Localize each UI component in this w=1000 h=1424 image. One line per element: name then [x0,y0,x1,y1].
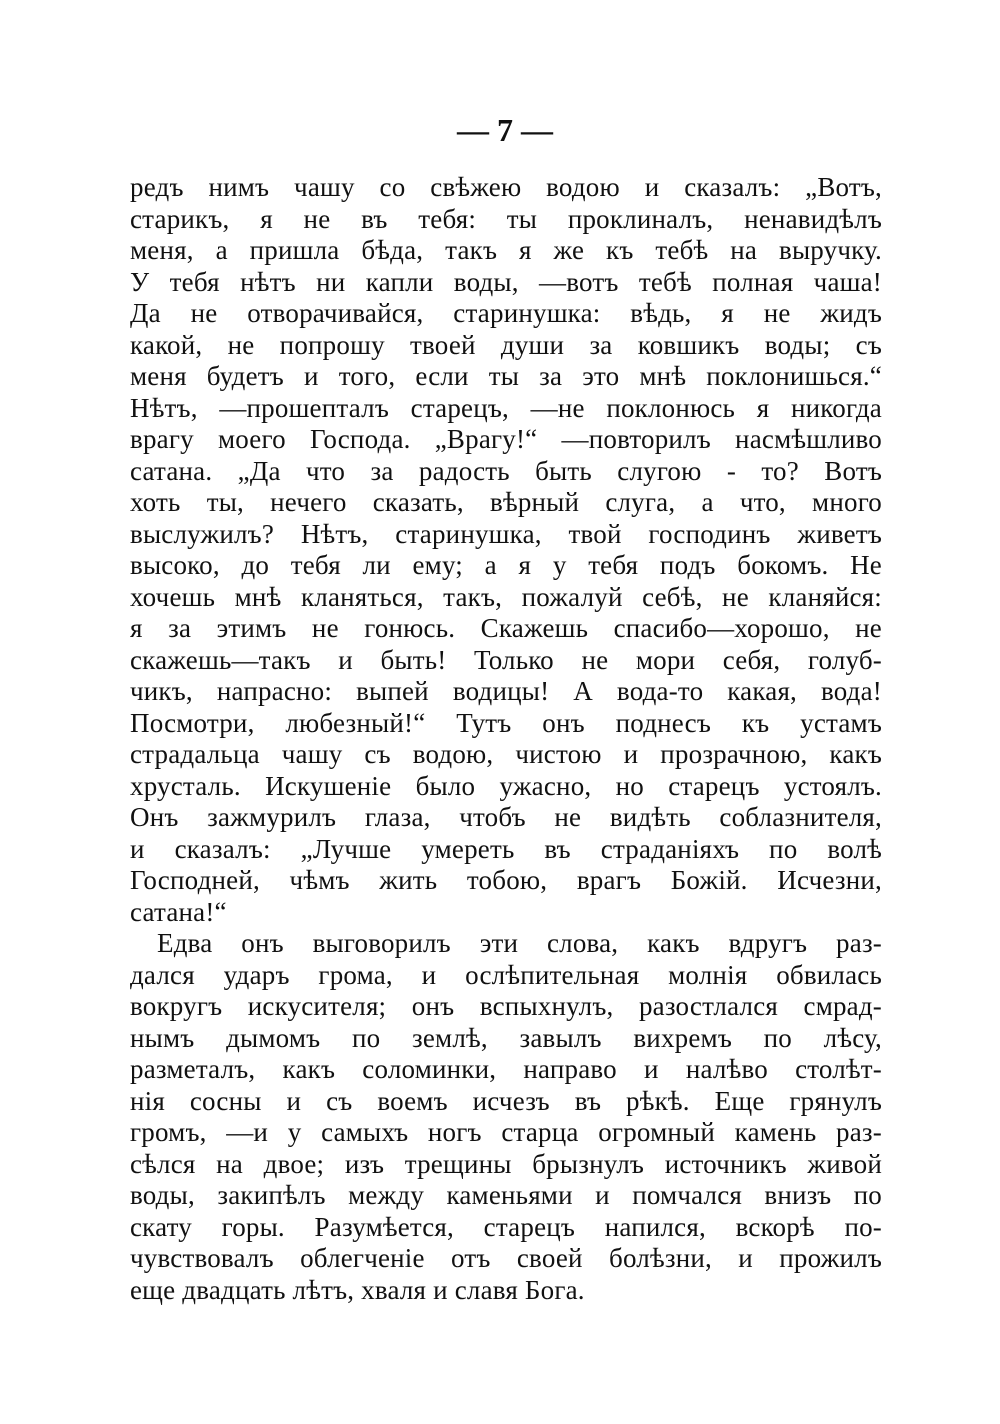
text-line: меня, а пришла бѣда, такъ я же къ тебѣ на выручку. [130,235,882,265]
text-line: скату горы. Разумѣется, старецъ напился, вскорѣ по- [130,1211,882,1242]
text-line: сатана!“ [130,896,227,927]
text-line: вокругъ искусителя; онъ вспыхнулъ, разостлался смрад- [130,991,882,1021]
text-line: чикъ, напрасно: выпей водицы! А вода-то какая, вода! [130,676,882,706]
text-line: дался ударъ грома, и ослѣпительная молнія обвилась [130,959,882,990]
body-text [130,172,882,1306]
text-line: У тебя нѣтъ ни капли воды, —вотъ тебѣ полная чаша! [130,266,882,297]
text-line: меня будетъ и того, если ты за это мнѣ поклонишься.“ [130,361,882,391]
paragraph [130,172,882,928]
text-line: хочешь мнѣ кланяться, такъ, пожалуй себѣ, не кланяйся: [130,581,882,612]
text-line: редъ нимъ чашу со свѣжею водою и сказалъ: „Вотъ, [130,172,882,202]
page-number: — 7 — [457,112,553,148]
text-line: врагу моего Господа. „Врагу!“ —повторилъ насмѣшливо [130,424,882,454]
text-line: Посмотри, любезный!“ Тутъ онъ поднесъ къ устамъ [130,707,882,738]
text-line: нымъ дымомъ по землѣ, завылъ вихремъ по лѣсу, [130,1022,882,1053]
text-line: скажешь—такъ и быть! Только не мори себя, голуб- [130,644,882,675]
text-line: выслужилъ? Нѣтъ, старинушка, твой господинъ живетъ [130,518,882,549]
text-line: Едва онъ выговорилъ эти слова, какъ вдругъ раз- [157,928,882,958]
text-line: Онъ зажмурилъ глаза, чтобъ не видѣть соблазнителя, [130,802,882,832]
text-line: высоко, до тебя ли ему; а я у тебя подъ бокомъ. Не [130,550,882,580]
text-line: разметалъ, какъ соломинки, направо и налѣво столѣт- [130,1054,882,1084]
text-line: страдальца чашу съ водою, чистою и прозрачною, какъ [130,739,882,769]
text-line: воды, закипѣлъ между каменьями и помчался внизъ по [130,1180,882,1210]
text-line: еще двадцать лѣтъ, хваля и славя Бога. [130,1274,585,1305]
text-line: громъ, —и у самыхъ ногъ старца огромный камень раз- [130,1117,882,1147]
text-line: Нѣтъ, —прошепталъ старецъ, —не поклонюсь я никогда [130,392,882,423]
text-line: чувствовалъ облегченіе отъ своей болѣзни, и прожилъ [130,1243,882,1273]
text-line: я за этимъ не гонюсь. Скажешь спасибо—хорошо, не [130,613,882,643]
text-line: хоть ты, нечего сказать, вѣрный слуга, а что, много [130,487,882,517]
text-line: Господней, чѣмъ жить тобою, врагъ Божій. Исчезни, [130,865,882,895]
text-line: какой, не попрошу твоей души за ковшикъ воды; съ [130,329,882,360]
text-line: Да не отворачивайся, старинушка: вѣдь, я не жидъ [130,298,882,328]
text-line: сатана. „Да что за радость быть слугою - то? Вотъ [130,455,882,486]
paragraph [130,928,882,1306]
text-line: сѣлся на двое; изъ трещины брызнулъ источникъ живой [130,1148,882,1179]
text-line: хрусталь. Искушеніе было ужасно, но старецъ устоялъ. [130,770,882,801]
text-line: нія сосны и съ воемъ исчезъ въ рѣкѣ. Еще грянулъ [130,1085,882,1116]
text-line: и сказалъ: „Лучше умереть въ страданіяхъ по волѣ [130,833,882,864]
text-line: старикъ, я не въ тебя: ты проклиналъ, ненавидѣлъ [130,203,882,234]
